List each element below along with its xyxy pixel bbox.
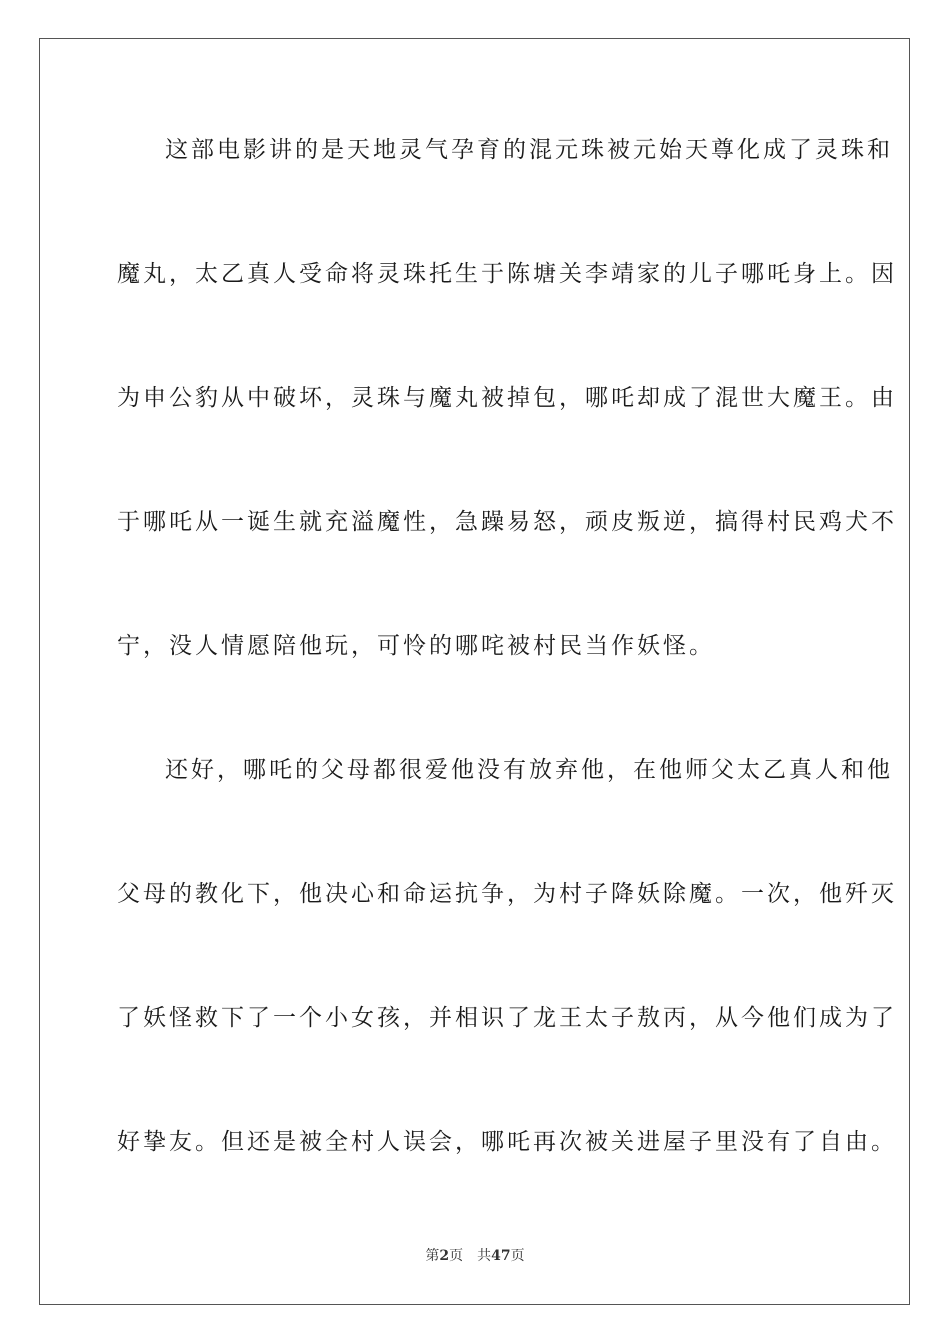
paragraph-1-line-2: 魔丸，太乙真人受命将灵珠托生于陈塘关李靖家的儿子哪吒身上。因	[117, 261, 897, 287]
paragraph-1-line-5: 宁，没人情愿陪他玩，可怜的哪咤被村民当作妖怪。	[117, 633, 715, 659]
total-suffix: 页	[510, 1248, 525, 1264]
page-footer	[0, 1245, 950, 1265]
paragraph-2-line-4: 好挚友。但还是被全村人误会，哪吒再次被关进屋子里没有了自由。	[117, 1129, 897, 1155]
page-prefix: 第	[425, 1248, 440, 1264]
page-number: 2	[439, 1248, 450, 1264]
total-prefix: 共	[477, 1248, 492, 1264]
paragraph-2-line-1: 还好，哪吒的父母都很爱他没有放弃他，在他师父太乙真人和他	[165, 757, 893, 783]
paragraph-1-line-3: 为申公豹从中破坏，灵珠与魔丸被掉包，哪吒却成了混世大魔王。由	[117, 385, 897, 411]
total-pages: 47	[491, 1248, 511, 1264]
page-suffix: 页	[449, 1248, 464, 1264]
paragraph-2-line-2: 父母的教化下，他决心和命运抗争，为村子降妖除魔。一次，他歼灭	[117, 881, 897, 907]
paragraph-1-line-4: 于哪吒从一诞生就充溢魔性，急躁易怒，顽皮叛逆，搞得村民鸡犬不	[117, 509, 897, 535]
paragraph-1-line-1: 这部电影讲的是天地灵气孕育的混元珠被元始天尊化成了灵珠和	[165, 137, 893, 163]
page-border	[39, 38, 910, 1305]
paragraph-2-line-3: 了妖怪救下了一个小女孩，并相识了龙王太子敖丙，从今他们成为了	[117, 1005, 897, 1031]
